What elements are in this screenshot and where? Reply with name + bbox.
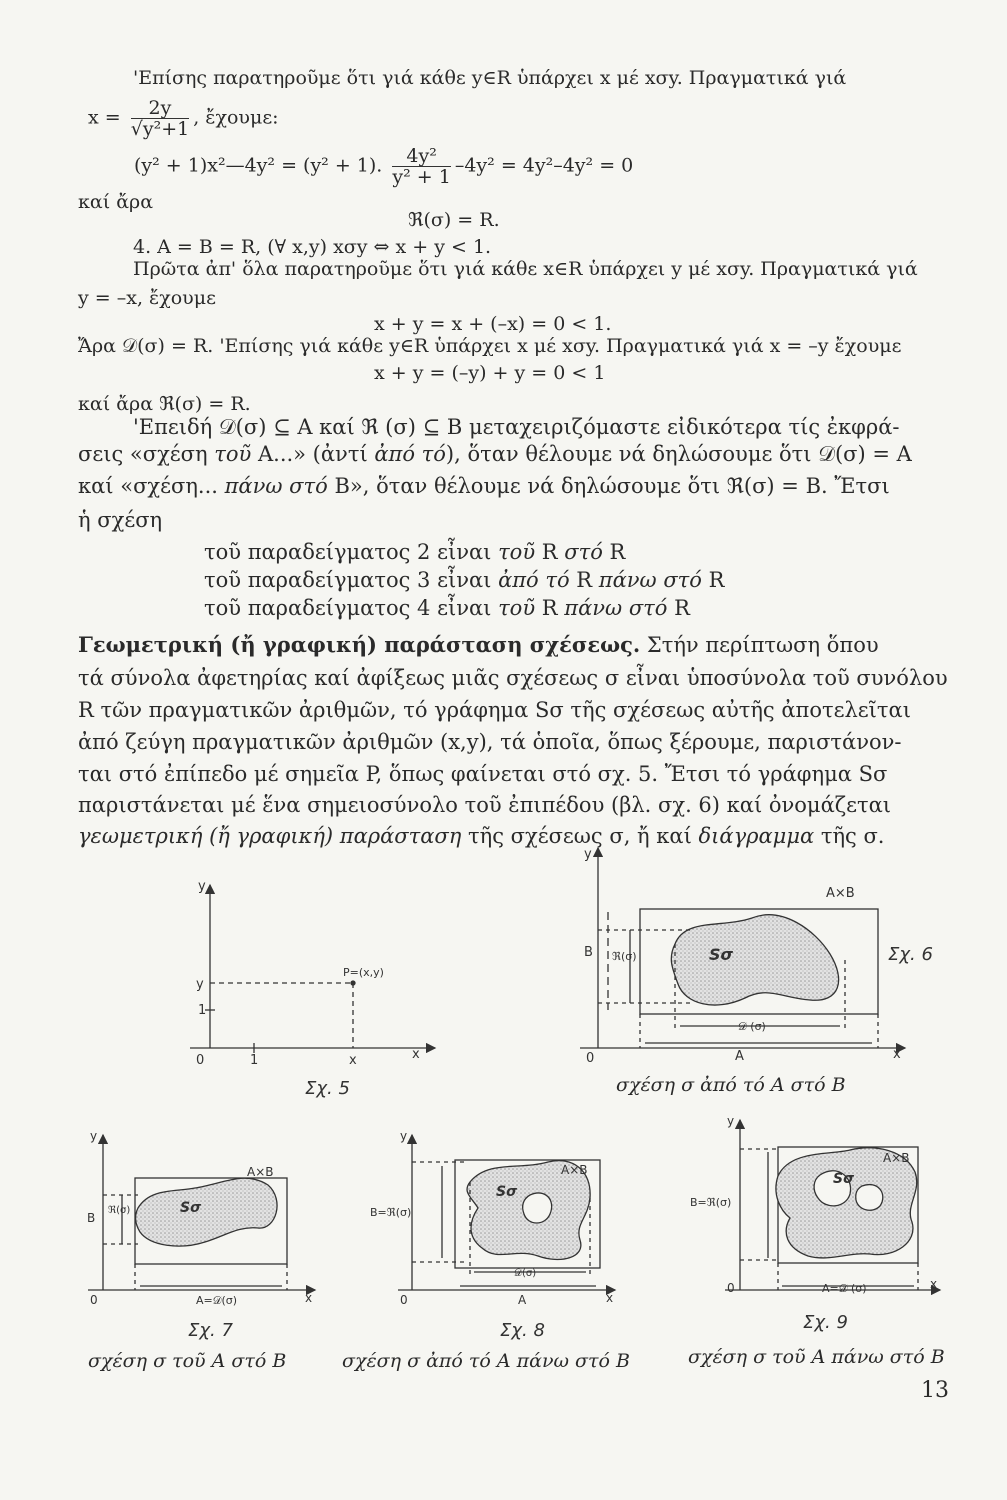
fig9-caption: σχέση σ τοῦ A πάνω στό B [688, 1346, 945, 1368]
text-line: καί «σχέση... πάνω στό B», ὅταν θέλουμε νά δηλώσουμε ὅτι ℜ(σ) = B. Ἔτσι [78, 474, 890, 498]
fig6-A: A [735, 1049, 744, 1064]
text-line: 'Επειδή 𝒟(σ) ⊆ A καί ℜ (σ) ⊆ B μεταχειριζόμαστε εἰδικότερα τίς ἐκφρά- [133, 415, 900, 439]
example-line: τοῦ παραδείγματος 4 εἶναι τοῦ R πάνω στό R [204, 596, 690, 620]
figure-9 [725, 1120, 940, 1290]
fig7-caption: σχέση σ τοῦ A στό B [88, 1350, 287, 1372]
page-number: 13 [921, 1378, 949, 1403]
fig5-tick-y: y [196, 977, 204, 992]
formula-line: x + y = (–y) + y = 0 < 1 [374, 362, 606, 384]
text-line: τά σύνολα ἀφετηρίας καί ἀφίξεως μιᾶς σχέσεως σ εἶναι ὑποσύνολα τοῦ συνόλου [78, 666, 948, 690]
text-line: ἀπό ζεύγη πραγματικῶν ἀριθμῶν (x,y), τά ὁποῖα, ὅπως ξέρουμε, παριστάνον- [78, 730, 902, 754]
fig5-tick-1x: 1 [250, 1053, 259, 1068]
fig5-point-label: P=(x,y) [343, 966, 384, 979]
fig8-origin: 0 [400, 1293, 408, 1307]
fig7-origin: 0 [90, 1293, 98, 1307]
fig9-AxB: A×B [883, 1151, 910, 1165]
fig5-y-axis-label: y [198, 879, 206, 894]
fig5-origin: 0 [196, 1053, 205, 1068]
text-line: 4. A = B = R, (∀ x,y) xσy ⇔ x + y < 1. [133, 236, 492, 258]
text-line: ται στό ἐπίπεδο μέ σημεῖα P, ὅπως φαίνεται στό σχ. 5. Ἔτσι τό γράφημα Sσ [78, 762, 888, 786]
formula-line: ℜ(σ) = R. [408, 209, 500, 231]
figure-5-labels [196, 879, 420, 1068]
fig7-R: ℜ(σ) [108, 1205, 131, 1216]
figure-5 [190, 885, 435, 1053]
fig9-label: Σχ. 9 [803, 1312, 848, 1333]
fig9-BR: B=ℜ(σ) [690, 1196, 732, 1209]
fig6-B: B [584, 945, 593, 960]
text-line: Ἄρα 𝒟(σ) = R. 'Επίσης γιά κάθε y∈R ὑπάρχει x μέ xσy. Πραγματικά γιά x = –y ἔχουμε [78, 335, 902, 357]
fig7-y: y [90, 1129, 98, 1143]
fig6-x: x [893, 1047, 901, 1062]
formula-line: x + y = x + (–x) = 0 < 1. [374, 313, 612, 335]
text-line: 'Επίσης παρατηροῦμε ὅτι γιά κάθε y∈R ὑπάρχει x μέ xσy. Πραγματικά γιά [133, 67, 847, 89]
example-line: τοῦ παραδείγματος 2 εἶναι τοῦ R στό R [204, 540, 626, 564]
fig5-x-axis-label: x [412, 1047, 420, 1062]
text-line: καί ἄρα [78, 191, 154, 213]
fig6-R: ℜ(σ) [612, 950, 637, 963]
fig7-AxB: A×B [247, 1165, 274, 1179]
fig8-y: y [400, 1129, 408, 1143]
formula-x: x = $\frac{2y}{\text{√y²+1}}$ , ἔχουμε: [88, 97, 279, 140]
fig5-tick-x: x [349, 1053, 357, 1068]
text-line: R τῶν πραγματικῶν ἀριθμῶν, τό γράφημα Sσ τῆς σχέσεως αὐτῆς ἀποτελεῖται [78, 698, 911, 722]
fig7-label: Σχ. 7 [188, 1320, 233, 1341]
text-line: y = –x, ἔχουμε [78, 287, 216, 309]
fig6-D: 𝒟 (σ) [738, 1020, 766, 1033]
text-line: παριστάνεται μέ ἕνα σημειοσύνολο τοῦ ἐπιπέδου (βλ. σχ. 6) καί ὀνομάζεται [78, 793, 892, 817]
figure-6 [580, 848, 905, 1048]
text-line: Πρῶτα ἀπ' ὅλα παρατηροῦμε ὅτι γιά κάθε x∈R ὑπάρχει y μέ xσy. Πραγματικά γιά [133, 258, 918, 280]
example-line: τοῦ παραδείγματος 3 εἶναι ἀπό τό R πάνω στό R [204, 568, 725, 592]
fig9-AD: A=𝒟 (σ) [822, 1282, 867, 1295]
figure-8 [398, 1135, 615, 1290]
fig8-BR: B=ℜ(σ) [370, 1206, 412, 1219]
text-line: σεις «σχέση τοῦ A...» (ἀντί ἀπό τό), ὅταν θέλουμε νά δηλώσουμε ὅτι 𝒟(σ) = A [78, 442, 912, 466]
fig8-caption: σχέση σ ἀπό τό A πάνω στό B [342, 1350, 630, 1372]
text-line: γεωμετρική (ἤ γραφική) παράσταση τῆς σχέσεως σ, ἤ καί διάγραμμα τῆς σ. [78, 824, 885, 848]
fig9-y: y [727, 1114, 735, 1128]
fig8-S: Sσ [496, 1184, 517, 1200]
fig9-x: x [930, 1277, 938, 1291]
text-line: καί ἄρα ℜ(σ) = R. [78, 393, 251, 415]
fig9-origin: 0 [727, 1281, 735, 1295]
fig5-label: Σχ. 5 [305, 1078, 350, 1099]
fig5-tick-1: 1 [198, 1003, 207, 1018]
fig6-AxB: A×B [826, 886, 855, 901]
fig8-AxB: A×B [561, 1163, 588, 1177]
fig8-A: A [518, 1293, 527, 1307]
fig8-D: 𝒟(σ) [514, 1268, 537, 1279]
fig8-label: Σχ. 8 [500, 1320, 545, 1341]
section-heading: Γεωμετρική (ἤ γραφική) παράσταση σχέσεως. Στήν περίπτωση ὅπου [78, 632, 879, 657]
fig7-B: B [87, 1211, 96, 1225]
formula-line: (y² + 1)x²—4y² = (y² + 1). $\frac{\text{4y²}}{\text{y² + 1}}$ –4y² = 4y²–4y² = 0 [134, 145, 634, 188]
fig8-x: x [606, 1291, 614, 1305]
fig9-S: Sσ [833, 1171, 854, 1187]
fig6-y: y [584, 847, 592, 862]
fig7-x: x [305, 1291, 313, 1305]
fig7-AD: A=𝒟(σ) [196, 1294, 238, 1307]
fig6-caption: σχέση σ ἀπό τό A στό B [616, 1074, 846, 1096]
text-line: ἡ σχέση [78, 508, 163, 532]
fig7-S: Sσ [180, 1200, 201, 1216]
fig6-label: Σχ. 6 [888, 944, 933, 965]
fig6-origin: 0 [586, 1051, 595, 1066]
fig6-S: Sσ [709, 945, 733, 964]
